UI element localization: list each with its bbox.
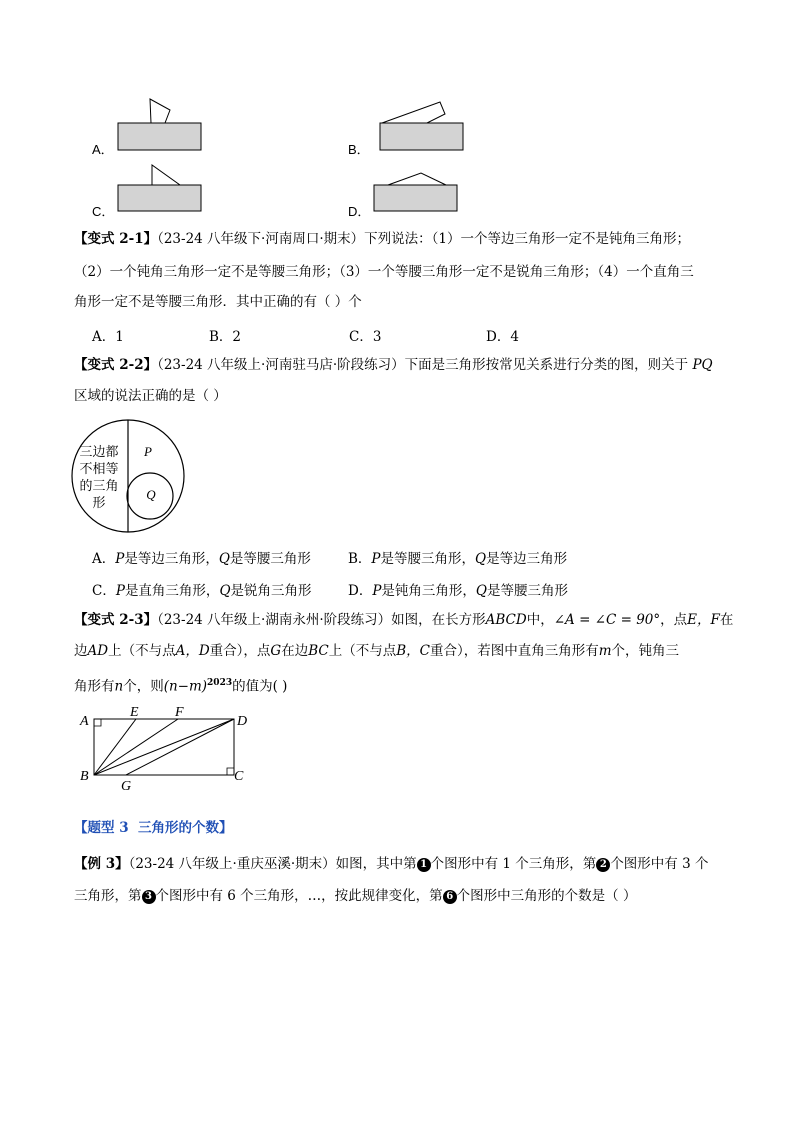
var-bc: BC xyxy=(308,643,329,659)
variant-2-2-line2: 区域的说法正确的是（ ） xyxy=(74,388,227,404)
choice-c: C．3 xyxy=(349,329,382,345)
choice-prefix: D． xyxy=(348,583,373,599)
fig-left-text-1: 三边都 xyxy=(79,444,119,459)
variant-source: （23-24 八年级上·湖南永州·阶段练习）如图，在长方形 xyxy=(157,612,486,628)
point-f-label: F xyxy=(175,705,184,720)
option-d-figure xyxy=(366,155,466,217)
heading-title: 三角形的个数】 xyxy=(138,820,233,836)
choice-text: 是等腰三角形 xyxy=(487,583,568,599)
text: 重合），若图中直角三角形有 xyxy=(429,643,599,659)
option-c-figure xyxy=(110,155,210,217)
text: 在边 xyxy=(281,643,309,659)
var-b-c: B，C xyxy=(396,643,430,659)
var-q: Q xyxy=(475,583,487,599)
choice-prefix: C． xyxy=(92,583,116,599)
example-tag: 【例 3】 xyxy=(74,856,129,872)
choice-b: B．2 xyxy=(209,329,242,345)
option-c-label: C． xyxy=(92,204,115,219)
variant-2-3-line2 xyxy=(74,641,679,661)
point-e-label: E xyxy=(130,705,139,720)
variant-2-3-line1 xyxy=(74,610,733,630)
variant-2-3-line3 xyxy=(74,673,287,697)
text: 的值为( ) xyxy=(232,678,288,695)
angle-condition: ∠A = ∠C = 90° xyxy=(553,612,661,628)
choice-prefix: A． xyxy=(92,551,116,567)
expression: (n−m) xyxy=(163,678,208,695)
var-q: Q xyxy=(219,583,231,599)
var-p: P xyxy=(115,583,125,599)
variant-2-1-line3: 角形一定不是等腰三角形．其中正确的有（ ）个 xyxy=(74,294,362,310)
circled-number: 2 xyxy=(596,858,610,872)
circled-number: 3 xyxy=(142,890,156,904)
text: （23-24 八年级上·重庆巫溪·期末）如图，其中第 xyxy=(128,856,417,872)
choice-d: D．4 xyxy=(486,329,519,345)
choice-d xyxy=(348,579,568,599)
var-n: n xyxy=(114,678,124,695)
circled-number: 1 xyxy=(417,858,431,872)
variant-2-2-line1 xyxy=(74,355,713,375)
choice-text: 是等边三角形， xyxy=(124,551,219,567)
text: 边 xyxy=(74,643,88,659)
text: ，点 xyxy=(660,612,688,628)
rectangle-abcd-figure xyxy=(74,705,264,790)
var-a-d: A，D xyxy=(175,643,210,659)
variant-source: （23-24 八年级下·河南周口·期末）下列说法：（1）一个等边三角形一定不是钝角三角形； xyxy=(157,231,690,247)
region-p-label: P xyxy=(144,444,152,459)
var-p: P xyxy=(115,551,125,567)
variant-tag: 【变式 2-2】 xyxy=(74,357,158,373)
text: 角形有 xyxy=(74,678,115,695)
fig-left-text-2: 不相等 xyxy=(79,461,119,476)
choice-a xyxy=(92,547,311,567)
point-a-label: A xyxy=(80,714,89,729)
option-a-figure xyxy=(110,90,210,155)
section-heading xyxy=(74,818,233,838)
text: 上（不与点 xyxy=(108,643,176,659)
var-ef: E，F xyxy=(687,612,720,628)
text: 个图形中有 1 个三角形，第 xyxy=(430,856,597,872)
var-abcd: ABCD xyxy=(485,612,527,628)
choice-text: 是等腰三角形 xyxy=(229,551,311,567)
variant-tag: 【变式 2-3】 xyxy=(74,612,158,628)
var-p: P xyxy=(371,551,381,567)
heading-label: 【题型 3 xyxy=(74,820,129,836)
choice-text: 是等腰三角形， xyxy=(380,551,476,567)
var-pq: PQ xyxy=(692,357,713,373)
choice-prefix: B． xyxy=(348,551,372,567)
var-g: G xyxy=(270,643,282,659)
option-a-label: A． xyxy=(92,142,114,157)
text: 个图形中有 6 个三角形，…，按此规律变化，第 xyxy=(155,888,443,904)
text: 重合），点 xyxy=(209,643,271,659)
variant-source: （23-24 八年级上·河南驻马店·阶段练习）下面是三角形按常见关系进行分类的图，则关于 xyxy=(157,357,689,373)
option-d-label: D． xyxy=(348,204,371,219)
option-b-label: B． xyxy=(348,142,370,157)
choice-text: 是等边三角形 xyxy=(486,551,568,567)
text: 三角形，第 xyxy=(74,888,142,904)
circled-number: 6 xyxy=(443,890,457,904)
var-q: Q xyxy=(218,551,230,567)
point-g-label: G xyxy=(121,779,132,790)
text: 个图形中三角形的个数是（ ） xyxy=(456,888,637,904)
text: 中， xyxy=(526,612,554,628)
text: 上（不与点 xyxy=(328,643,397,659)
text: 个图形中有 3 个 xyxy=(610,856,709,872)
region-q-label: Q xyxy=(146,487,156,502)
variant-tag: 【变式 2-1】 xyxy=(74,231,158,247)
point-d-label: D xyxy=(237,714,248,729)
example-3-line1 xyxy=(74,854,708,874)
text: 个，钝角三 xyxy=(611,643,680,659)
choice-c xyxy=(92,579,312,599)
exponent: 2023 xyxy=(207,678,233,688)
example-3-line2 xyxy=(74,886,636,906)
choice-b xyxy=(348,547,567,567)
choice-text: 是钝角三角形， xyxy=(381,583,476,599)
choice-text: 是直角三角形， xyxy=(124,583,220,599)
point-b-label: B xyxy=(80,769,89,784)
variant-2-1-line2: （2）一个钝角三角形一定不是等腰三角形；（3）一个等腰三角形一定不是锐角三角形；（4）一个直角三 xyxy=(74,264,694,280)
var-q: Q xyxy=(475,551,487,567)
var-p: P xyxy=(372,583,382,599)
text: 在 xyxy=(719,612,734,628)
var-ad: AD xyxy=(87,643,109,659)
var-m: m xyxy=(598,643,612,659)
choice-text: 是锐角三角形 xyxy=(230,583,312,599)
variant-2-1-line1 xyxy=(74,229,690,249)
choice-a: A．1 xyxy=(92,329,124,345)
option-b-figure xyxy=(372,90,472,155)
text: 个，则 xyxy=(123,678,164,695)
classification-circle-figure xyxy=(68,416,188,536)
fig-left-text-4: 形 xyxy=(92,495,106,510)
point-c-label: C xyxy=(234,769,244,784)
fig-left-text-3: 的三角 xyxy=(79,478,119,493)
